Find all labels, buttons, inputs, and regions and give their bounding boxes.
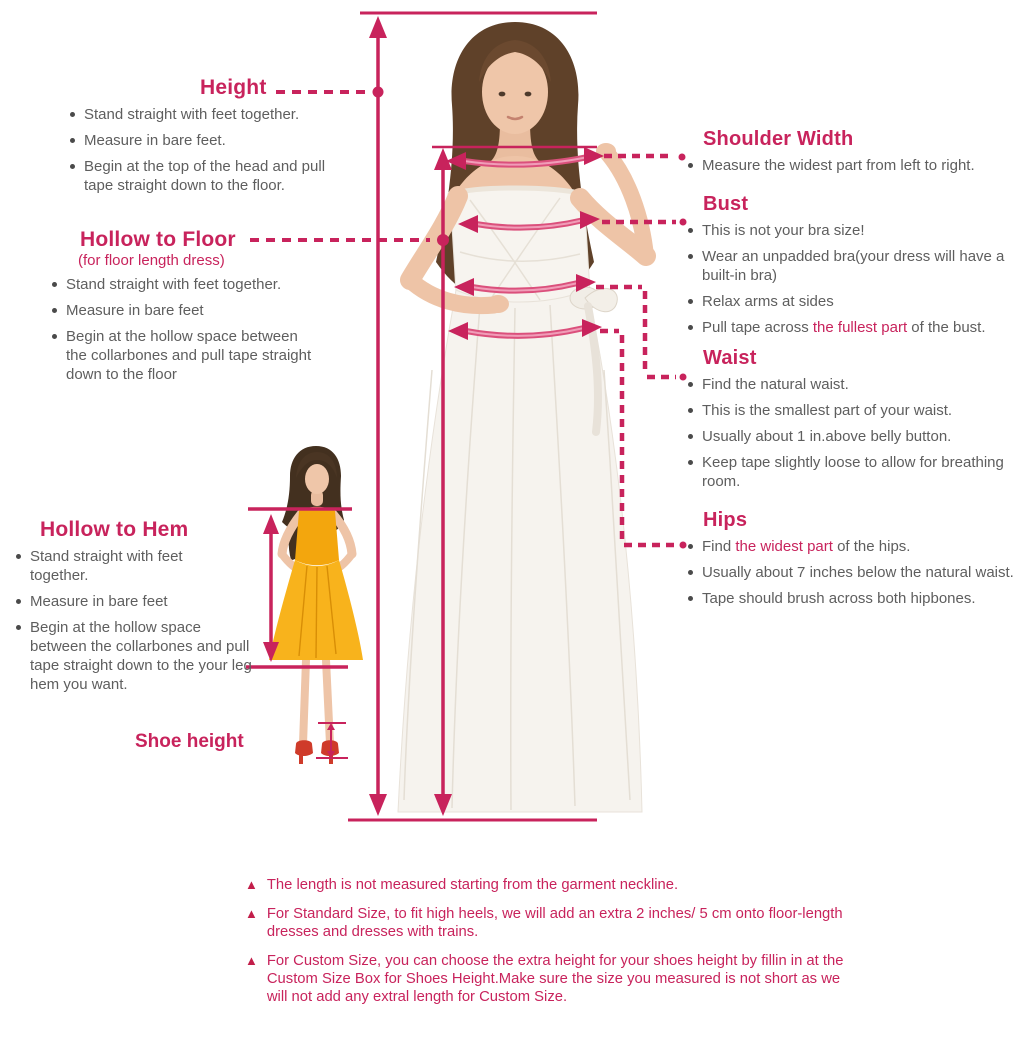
- instruction-item: Stand straight with feet together.: [68, 105, 336, 124]
- instruction-item: Find the natural waist.: [686, 375, 1015, 394]
- footnote: [245, 905, 845, 941]
- instruction-item: This is the smallest part of your waist.: [686, 401, 1015, 420]
- instruction-item: Begin at the top of the head and pull tape straight down to the floor.: [68, 157, 336, 195]
- instruction-item: Stand straight with feet together.: [50, 275, 312, 294]
- warning-triangle-icon: ▲: [245, 877, 258, 892]
- section-hollow-to-floor: [50, 228, 312, 391]
- instruction-item: [686, 318, 1015, 337]
- highlighted-text: the fullest part: [812, 319, 908, 336]
- warning-triangle-icon: ▲: [245, 906, 258, 921]
- instruction-item: Tape should brush across both hipbones.: [686, 589, 1015, 608]
- instruction-list: [14, 547, 259, 694]
- text-part: of the hips.: [832, 538, 911, 555]
- section-waist: [686, 347, 1015, 498]
- section-shoulder-width: [686, 128, 1015, 182]
- instruction-item: Relax arms at sides: [686, 292, 1015, 311]
- section-title: Height: [200, 76, 267, 99]
- instruction-item: This is not your bra size!: [686, 221, 1015, 240]
- section-title: Hollow to Hem: [40, 518, 189, 541]
- instruction-item: Begin at the hollow space between the collarbones and pull tape straight down to the floor: [50, 327, 312, 384]
- text-part: of the bust.: [907, 319, 986, 336]
- instruction-item: Measure in bare feet.: [68, 131, 336, 150]
- footnote-text: For Custom Size, you can choose the extra height for your shoes height by fillin in at the Custom Size Box for Shoes Height.Make sure the size you measured is not short as we will not add any extral length for Custom Size.: [266, 953, 844, 1005]
- instruction-list: [68, 105, 336, 195]
- instruction-list: [50, 275, 312, 384]
- footnote-text: For Standard Size, to fit high heels, we will add an extra 2 inches/ 5 cm onto floor-length dresses and dresses with trains.: [266, 906, 843, 940]
- highlighted-text: the widest part: [735, 538, 833, 555]
- instruction-item: Wear an unpadded bra(your dress will have a built-in bra): [686, 247, 1015, 285]
- instruction-item: [686, 537, 1015, 556]
- section-title: Shoulder Width: [703, 128, 854, 150]
- instruction-item: Keep tape slightly loose to allow for breathing room.: [686, 453, 1015, 491]
- footnote: [245, 876, 845, 894]
- instruction-list: [686, 221, 1015, 337]
- section-title: Hips: [703, 509, 748, 531]
- instruction-list: [686, 537, 1015, 608]
- instruction-item: Begin at the hollow space between the collarbones and pull tape straight down to the your leg hem you want.: [14, 618, 259, 694]
- instruction-list: [686, 156, 1015, 175]
- section-bust: [686, 193, 1015, 344]
- shoe-height-label: Shoe height: [135, 731, 244, 752]
- section-title: Waist: [703, 347, 757, 369]
- instruction-item: Usually about 7 inches below the natural waist.: [686, 563, 1015, 582]
- instruction-item: Usually about 1 in.above belly button.: [686, 427, 1015, 446]
- instruction-list: [686, 375, 1015, 491]
- section-title: Bust: [703, 193, 749, 215]
- section-hips: [686, 509, 1015, 615]
- section-title: Hollow to Floor: [80, 228, 236, 251]
- instruction-item: Measure in bare feet: [14, 592, 259, 611]
- text-part: Find: [702, 538, 736, 555]
- section-hollow-to-hem: [14, 518, 264, 701]
- section-height: [68, 76, 336, 202]
- footnotes: [245, 876, 845, 1017]
- warning-triangle-icon: ▲: [245, 953, 258, 968]
- footnote: [245, 952, 845, 1006]
- section-subtitle: (for floor length dress): [78, 252, 225, 270]
- instruction-item: Measure the widest part from left to right.: [686, 156, 1015, 175]
- instruction-item: Stand straight with feet together.: [14, 547, 220, 585]
- instruction-item: Measure in bare feet: [50, 301, 312, 320]
- text-part: Pull tape across: [702, 319, 813, 336]
- footnote-text: The length is not measured starting from the garment neckline.: [266, 877, 679, 893]
